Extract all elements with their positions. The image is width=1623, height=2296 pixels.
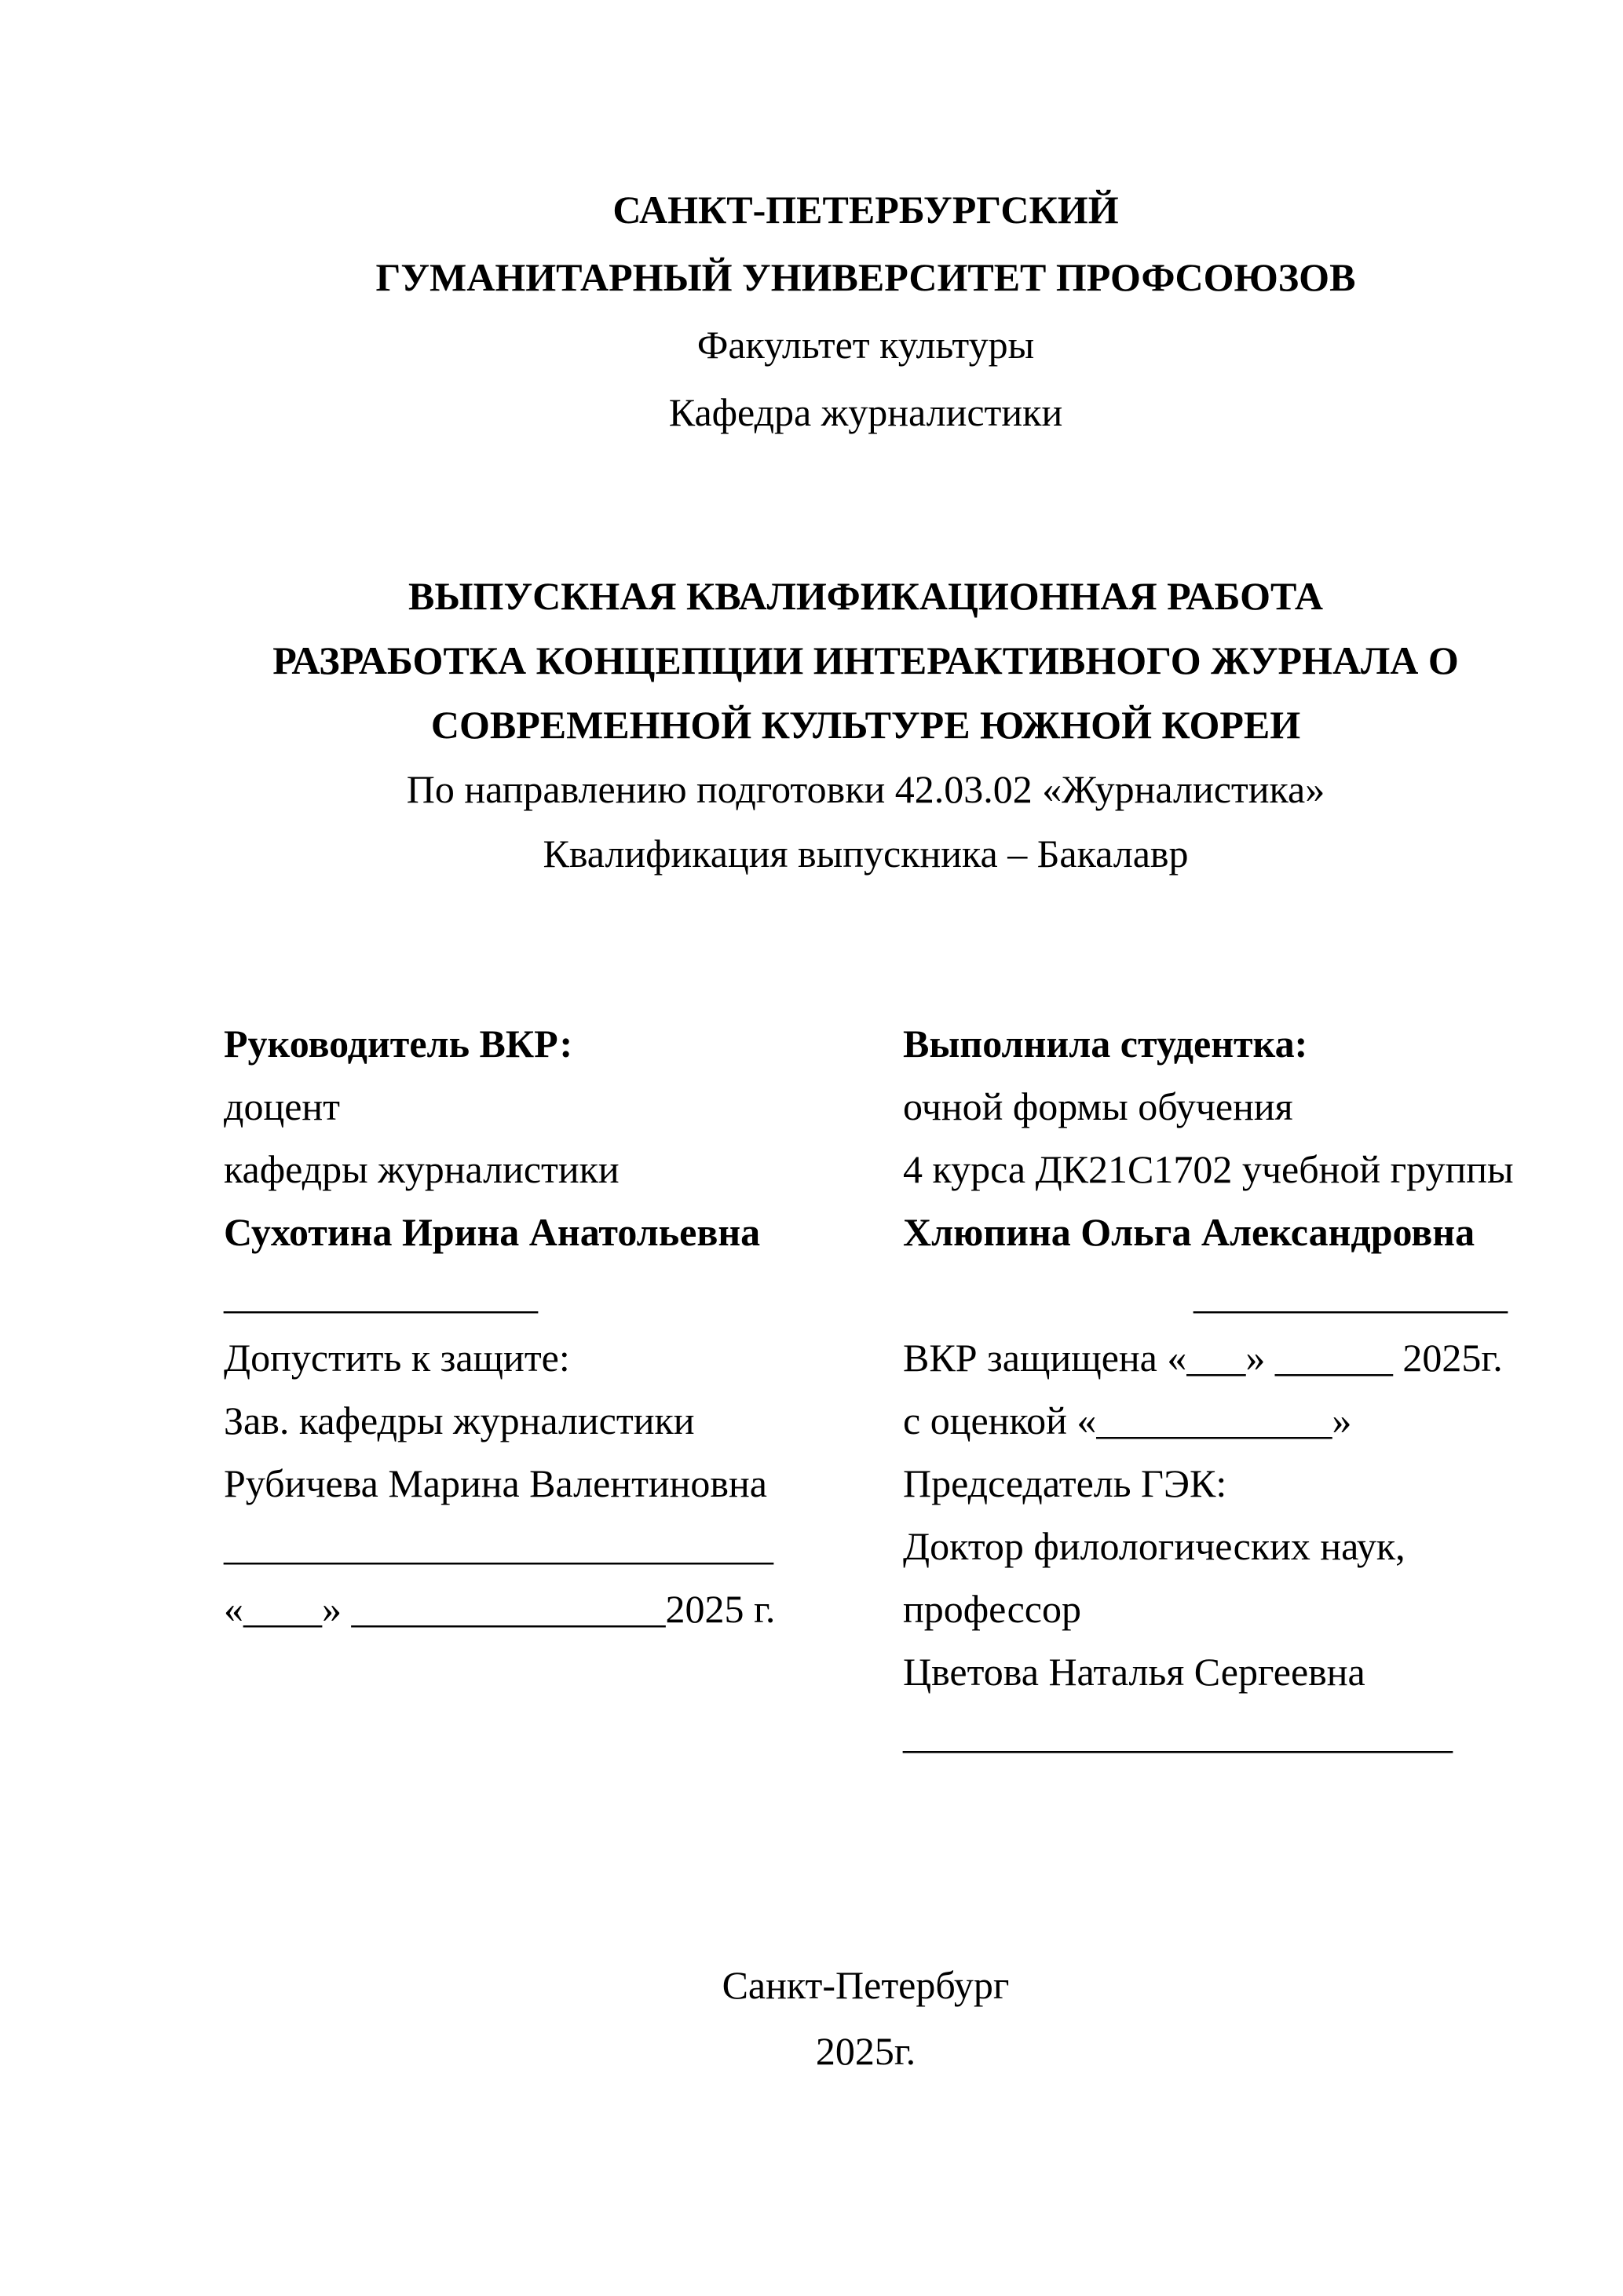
work-type-heading: ВЫПУСКНАЯ КВАЛИФИКАЦИОННАЯ РАБОТА xyxy=(408,574,1323,618)
university-header xyxy=(224,176,1508,446)
city-line: Санкт-Петербург xyxy=(722,1963,1010,2007)
department-head-name: Рубичева Марина Валентиновна xyxy=(224,1461,767,1505)
defense-date-line: ВКР защищена «___» ______ 2025г. xyxy=(903,1336,1503,1380)
study-form: очной формы обучения xyxy=(903,1084,1293,1128)
supervisor-name: Сухотина Ирина Анатольевна xyxy=(224,1210,761,1254)
student-column xyxy=(903,1012,1514,1766)
chairman-title: профессор xyxy=(903,1587,1081,1631)
supervisor-signature-line: ________________ xyxy=(224,1273,538,1317)
supervisor-department: кафедры журналистики xyxy=(224,1147,620,1191)
city-year-footer xyxy=(224,1952,1508,2084)
work-title-line-1: РАЗРАБОТКА КОНЦЕПЦИИ ИНТЕРАКТИВНОГО ЖУРНАЛА О xyxy=(272,638,1459,682)
supervisor-label: Руководитель ВКР: xyxy=(224,1022,573,1066)
admission-date-line: «____» ________________2025 г. xyxy=(224,1587,776,1631)
work-title-block xyxy=(224,564,1508,886)
work-title-line-2: СОВРЕМЕННОЙ КУЛЬТУРЕ ЮЖНОЙ КОРЕИ xyxy=(430,703,1301,747)
study-program-line: По направлению подготовки 42.03.02 «Журналистика» xyxy=(406,767,1325,811)
admission-label: Допустить к защите: xyxy=(224,1336,570,1380)
supervisor-column xyxy=(224,1012,887,1640)
student-signature-line: ________________ xyxy=(1193,1273,1508,1317)
year-line: 2025г. xyxy=(815,2029,916,2073)
department-head-signature-line: ____________________________ xyxy=(224,1524,773,1568)
chairman-signature-line: ____________________________ xyxy=(903,1713,1453,1757)
qualification-line: Квалификация выпускника – Бакалавр xyxy=(543,832,1189,876)
university-name-line-1: САНКТ-ПЕТЕРБУРГСКИЙ xyxy=(612,188,1119,232)
department-name: Кафедра журналистики xyxy=(668,390,1063,434)
grade-line: с оценкой «____________» xyxy=(903,1398,1352,1442)
student-name: Хлюпина Ольга Александровна xyxy=(903,1210,1475,1254)
study-group: 4 курса ДК21С1702 учебной группы xyxy=(903,1147,1514,1191)
student-label: Выполнила студентка: xyxy=(903,1022,1308,1066)
chairman-degree: Доктор филологических наук, xyxy=(903,1524,1406,1568)
department-head-position: Зав. кафедры журналистики xyxy=(224,1398,695,1442)
chairman-name: Цветова Наталья Сергеевна xyxy=(903,1650,1365,1694)
chairman-label: Председатель ГЭК: xyxy=(903,1461,1227,1505)
university-name-line-2: ГУМАНИТАРНЫЙ УНИВЕРСИТЕТ ПРОФСОЮЗОВ xyxy=(375,255,1356,299)
supervisor-position: доцент xyxy=(224,1084,340,1128)
faculty-name: Факультет культуры xyxy=(696,323,1035,367)
